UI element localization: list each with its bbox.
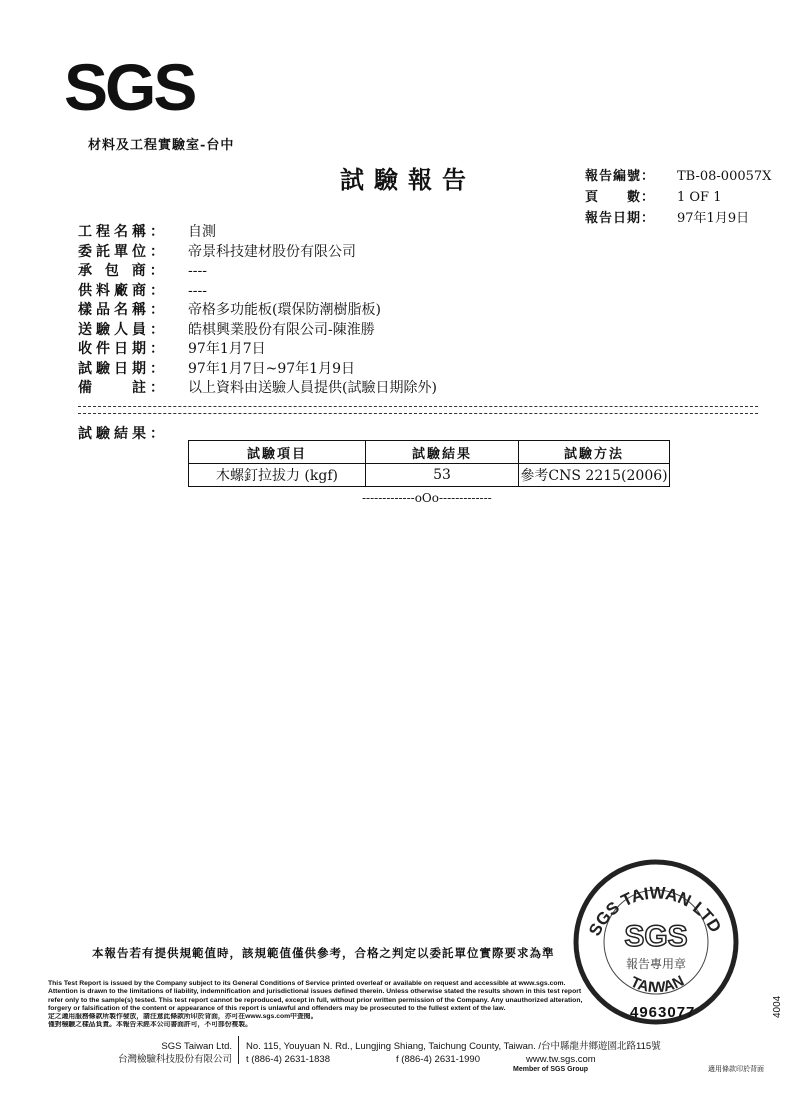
fine-print-line: refer only to the sample(s) tested. This test report cannot be reproduced, except in full, without prior written permission of the Company. Any unauthorized alteration, xyxy=(48,996,583,1004)
footer-contact xyxy=(246,1040,661,1066)
meta-value: 97年1月9日 xyxy=(677,211,750,226)
terms-note: 適用條款印於背面 xyxy=(708,1065,764,1073)
sgs-logo xyxy=(62,48,198,120)
company-name-zh: 台灣檢驗科技股份有限公司 xyxy=(118,1054,233,1065)
results-label: 試驗結果： xyxy=(78,426,168,442)
field-row xyxy=(78,360,437,380)
company-name-en: SGS Taiwan Ltd. xyxy=(161,1041,233,1052)
table-row xyxy=(189,464,670,487)
fine-print xyxy=(48,980,608,1030)
section-divider xyxy=(78,406,758,414)
company-seal-icon xyxy=(566,850,746,1030)
report-title: 試驗報告 xyxy=(340,165,476,194)
field-value: 97年1月7日 xyxy=(188,341,266,357)
field-value: 97年1月7日~97年1月9日 xyxy=(188,360,355,377)
field-value: ---- xyxy=(188,282,207,299)
header-test-result: 試驗結果 xyxy=(366,441,519,464)
seal-mid-text: 報告專用章 xyxy=(625,957,687,971)
field-label: 備 註： xyxy=(78,380,168,396)
fine-print-line: This Test Report is issued by the Company subject to its General Conditions of Service printed overleaf or available on request and accessible at www.sgs.com. xyxy=(48,980,566,987)
footer-divider xyxy=(238,1036,239,1064)
seal-bottom-text: TAIWAN xyxy=(627,972,687,997)
company-address: No. 115, Youyuan N. Rd., Lungjing Shiang, Taichung County, Taiwan. /台中縣龍井鄉遊園北路115號 xyxy=(246,1041,661,1052)
cell-test-result: 53 xyxy=(366,464,519,487)
seal-top-text: SGS TAIWAN LTD xyxy=(584,883,726,940)
field-row xyxy=(78,282,437,302)
serial-number: 4963077 xyxy=(630,1004,696,1021)
fine-print-line: Attention is drawn to the limitations of liability, indemnification and jurisdictional issues defined therein. Unless otherwise stated the results shown in this test report xyxy=(48,988,582,996)
field-row xyxy=(78,379,437,399)
results-table xyxy=(188,440,670,487)
member-of-sgs: Member of SGS Group xyxy=(513,1066,589,1073)
meta-value: 1 OF 1 xyxy=(677,190,722,205)
field-row xyxy=(78,243,437,263)
logo-text: SGS xyxy=(64,50,195,120)
lab-name: 材料及工程實驗室-台中 xyxy=(88,138,235,153)
field-row xyxy=(78,223,437,243)
meta-value: TB-08-00057X xyxy=(677,169,772,184)
field-label: 樣品名稱： xyxy=(78,302,168,318)
spec-notice: 本報告若有提供規範值時，該規範值僅供參考，合格之判定以委託單位實際要求為準 xyxy=(92,946,555,960)
field-row xyxy=(78,340,437,360)
website-link[interactable]: www.tw.sgs.com xyxy=(526,1054,596,1065)
report-meta xyxy=(585,166,771,229)
field-value: 皓棋興業股份有限公司-陳淮勝 xyxy=(188,321,375,338)
meta-row-report-no xyxy=(585,166,771,187)
field-label: 試驗日期： xyxy=(78,360,168,377)
fine-print-line: 定之適用服務條款所製作發放，請注意此條款所印於背面，亦可在www.sgs.com中查閱。 xyxy=(48,1013,318,1021)
footer-company xyxy=(118,1040,232,1066)
field-label: 送驗人員： xyxy=(78,321,168,338)
report-fields xyxy=(78,223,437,399)
meta-label: 頁 數： xyxy=(585,190,656,205)
fine-print-line: 僅對檢驗之樣品負責。本報告未經本公司書面許可，不可部份複製。 xyxy=(48,1021,252,1029)
cell-test-item: 木螺釘拉拔力 (kgf) xyxy=(189,464,366,487)
field-value: 以上資料由送驗人員提供(試驗日期除外) xyxy=(188,380,437,396)
end-mark: -------------oOo------------- xyxy=(362,491,492,505)
field-value: 帝格多功能板(環保防潮樹脂板) xyxy=(188,302,381,318)
seal-center-text: SGS xyxy=(624,920,688,953)
field-label: 工程名稱： xyxy=(78,224,168,240)
fax-number: f (886-4) 2631-1990 xyxy=(396,1054,480,1065)
field-label: 委託單位： xyxy=(78,243,168,260)
field-row xyxy=(78,321,437,341)
field-row xyxy=(78,262,437,282)
header-test-item: 試驗項目 xyxy=(189,441,366,464)
side-code: 4004 xyxy=(772,995,783,1018)
header-test-method: 試驗方法 xyxy=(519,441,670,464)
fine-print-line: forgery or falsification of the content or appearance of this report is unlawful and offenders may be prosecuted to the fullest extent of the law. xyxy=(48,1004,506,1012)
field-label: 收件日期： xyxy=(78,341,168,357)
phone-number: t (886-4) 2631-1838 xyxy=(246,1054,330,1065)
meta-label: 報告編號： xyxy=(585,169,656,184)
meta-row-date xyxy=(585,208,771,229)
field-row xyxy=(78,301,437,321)
cell-test-method: 參考CNS 2215(2006) xyxy=(519,464,670,487)
meta-row-pages xyxy=(585,187,771,208)
meta-label: 報告日期： xyxy=(585,211,656,226)
field-value: ---- xyxy=(188,263,207,279)
field-label: 供料廠商： xyxy=(78,282,168,299)
results-header-row xyxy=(189,441,670,464)
field-label: 承 包 商： xyxy=(78,263,168,279)
field-value: 自測 xyxy=(188,224,216,240)
field-value: 帝景科技建材股份有限公司 xyxy=(188,243,356,260)
footer-contact-line xyxy=(246,1053,661,1066)
